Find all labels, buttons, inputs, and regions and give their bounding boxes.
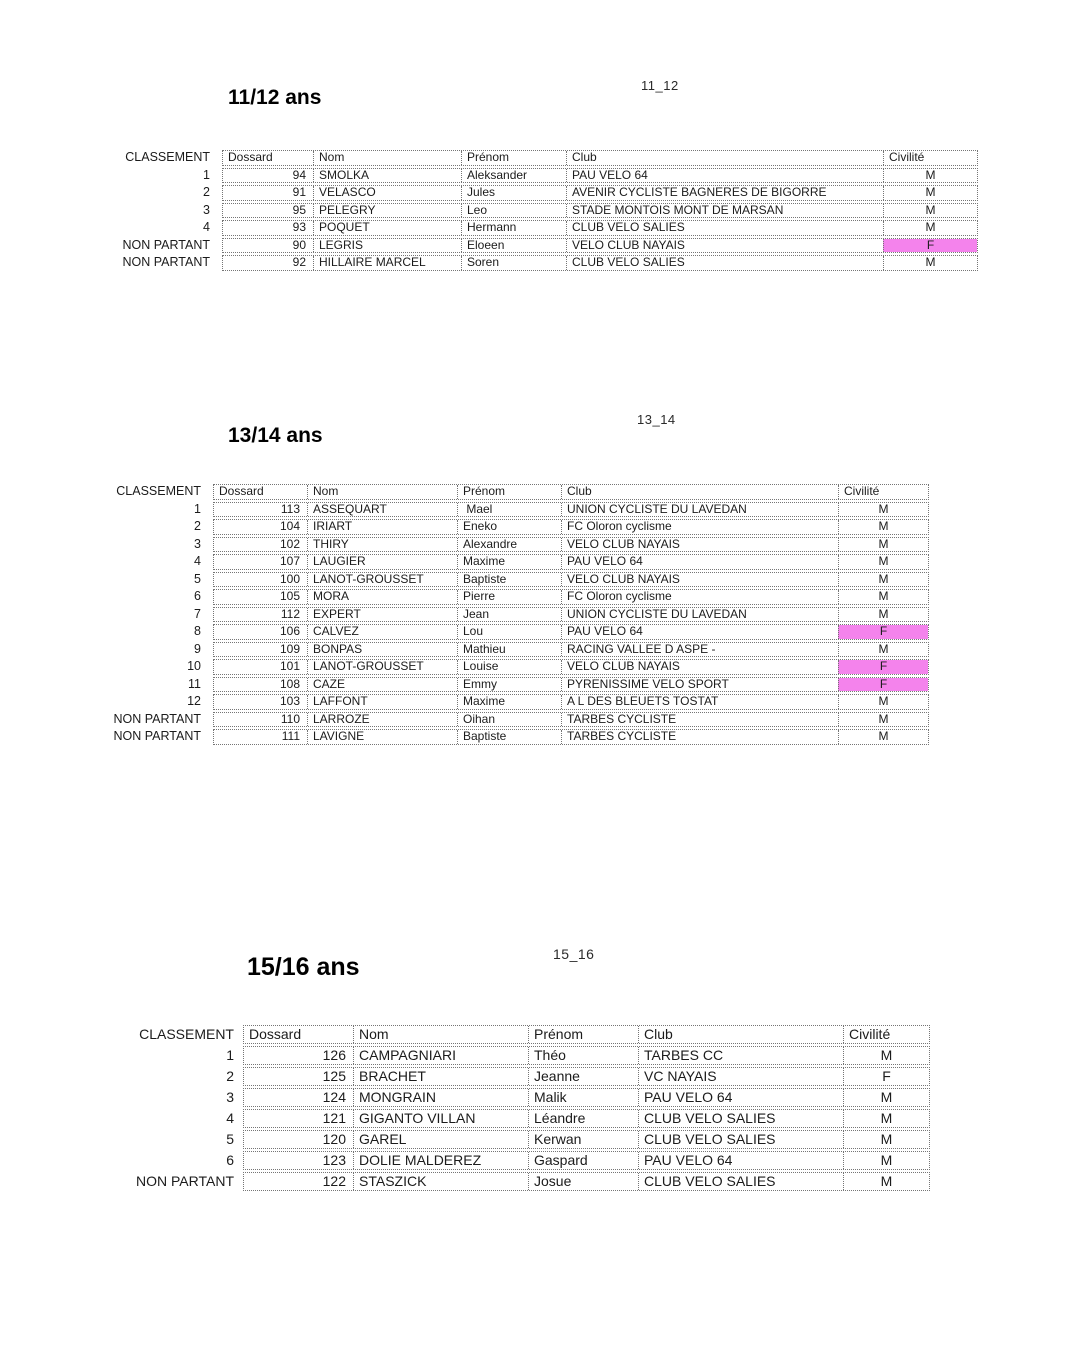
cell-nom: IRIART [307, 520, 457, 534]
cell-nom: HILLAIRE MARCEL [313, 256, 461, 270]
cell-classement: 6 [226, 1152, 234, 1168]
cell-civilite: M [843, 1089, 929, 1106]
cell-nom: LAFFONT [307, 695, 457, 709]
table-row [100, 729, 929, 745]
cell-dossard: 109 [279, 642, 300, 656]
cell-civilite: M [883, 204, 977, 218]
cell-nom: GIGANTO VILLAN [353, 1110, 528, 1127]
cell-dossard: 120 [322, 1131, 346, 1147]
column-header-club: Club [638, 1026, 843, 1043]
cell-prenom: Maxime [457, 555, 561, 569]
table-row [100, 1088, 930, 1107]
table-row [100, 677, 929, 693]
cell-club: VC NAYAIS [638, 1068, 843, 1085]
cell-prenom: Malik [528, 1089, 638, 1106]
cell-classement: 1 [194, 501, 201, 516]
cell-club: VELO CLUB NAYAIS [561, 573, 838, 587]
cell-prenom: Emmy [457, 678, 561, 692]
column-header-classement: CLASSEMENT [116, 484, 201, 498]
cell-club: CLUB VELO SALIES [638, 1173, 843, 1190]
column-header-classement: CLASSEMENT [125, 150, 210, 164]
cell-classement: 1 [226, 1047, 234, 1063]
table-header-row [100, 150, 978, 166]
cell-civilite: M [843, 1047, 929, 1064]
cell-classement: 11 [188, 676, 201, 691]
cell-prenom: Josue [528, 1173, 638, 1190]
cell-dossard: 126 [322, 1047, 346, 1063]
cell-nom: DOLIE MALDEREZ [353, 1152, 528, 1169]
cell-nom: THIRY [307, 538, 457, 552]
cell-classement: 9 [194, 641, 201, 656]
table-row [100, 519, 929, 535]
cell-club: VELO CLUB NAYAIS [561, 538, 838, 552]
cell-club: PAU VELO 64 [638, 1152, 843, 1169]
table-row [100, 624, 929, 640]
column-header-prenom: Prénom [457, 485, 561, 499]
cell-classement: 4 [194, 554, 201, 568]
cell-club: PAU VELO 64 [561, 555, 838, 569]
table-row [100, 185, 978, 201]
cell-club: VELO CLUB NAYAIS [566, 239, 883, 253]
table-row [100, 255, 978, 271]
cell-civilite: M [838, 590, 928, 604]
column-header-nom: Nom [353, 1026, 528, 1043]
table-row-box [213, 694, 929, 710]
cell-club: VELO CLUB NAYAIS [561, 660, 838, 674]
table-row-box [243, 1172, 930, 1191]
cell-nom: LEGRIS [313, 239, 461, 253]
table-row-box [222, 220, 978, 236]
table-row [100, 554, 929, 570]
cell-dossard: 113 [280, 502, 300, 516]
table-row-box [213, 642, 929, 658]
cell-civilite: F [838, 660, 928, 674]
cell-dossard: 90 [292, 238, 306, 252]
cell-club: UNION CYCLISTE DU LAVEDAN [561, 608, 838, 622]
cell-club: FC Oloron cyclisme [561, 590, 838, 604]
column-header-dossard: Dossard [219, 485, 264, 498]
cell-civilite: M [843, 1110, 929, 1127]
cell-dossard: 103 [279, 695, 300, 708]
cell-prenom: Mael [457, 503, 561, 517]
table-row-box [213, 554, 929, 570]
cell-civilite: M [843, 1131, 929, 1148]
cell-prenom: Alexandre [457, 538, 561, 552]
cell-classement: 12 [187, 694, 201, 708]
table-row-box [213, 677, 929, 693]
cell-prenom: Kerwan [528, 1131, 638, 1148]
cell-nom: BRACHET [353, 1068, 528, 1085]
cell-club: CLUB VELO SALIES [566, 256, 883, 270]
page-number-label: 13_14 [637, 412, 676, 427]
cell-civilite: M [838, 608, 928, 622]
cell-civilite: F [838, 625, 928, 639]
cell-prenom: Maxime [457, 695, 561, 709]
cell-club: UNION CYCLISTE DU LAVEDAN [561, 503, 838, 517]
cell-civilite: M [843, 1152, 929, 1169]
table-row [100, 642, 929, 658]
cell-classement: 4 [226, 1110, 234, 1126]
cell-dossard: 122 [322, 1173, 346, 1189]
cell-civilite: M [883, 221, 977, 235]
cell-civilite: F [843, 1068, 929, 1085]
cell-civilite: M [838, 538, 928, 552]
cell-prenom: Leo [461, 204, 566, 218]
table-header-row [100, 1025, 930, 1044]
cell-nom: CAZE [307, 678, 457, 692]
results-table [100, 484, 929, 747]
cell-nom: MORA [307, 590, 457, 604]
page-number-label: 15_16 [553, 946, 595, 962]
cell-classement: NON PARTANT [122, 255, 210, 269]
table-row [100, 1151, 930, 1170]
table-row-box [222, 203, 978, 219]
cell-classement: 1 [203, 167, 210, 182]
column-header-civilite: Civilité [838, 485, 928, 499]
cell-nom: ASSEQUART [307, 503, 457, 517]
table-body [100, 1046, 930, 1191]
cell-classement: 10 [187, 659, 201, 673]
cell-nom: CALVEZ [307, 625, 457, 639]
cell-prenom: Gaspard [528, 1152, 638, 1169]
cell-classement: 7 [194, 606, 201, 621]
cell-civilite: M [883, 169, 977, 183]
cell-dossard: 92 [292, 256, 306, 269]
cell-prenom: Jean [457, 608, 561, 622]
table-row [100, 589, 929, 605]
cell-club: STADE MONTOIS MONT DE MARSAN [566, 204, 883, 218]
cell-club: CLUB VELO SALIES [638, 1110, 843, 1127]
cell-club: TARBES CYCLISTE [561, 730, 838, 744]
cell-civilite: M [838, 555, 928, 569]
table-header-row [100, 484, 929, 500]
cell-club: TARBES CC [638, 1047, 843, 1064]
table-row [100, 220, 978, 236]
table-row-box [213, 589, 929, 605]
cell-classement: NON PARTANT [122, 237, 210, 252]
cell-prenom: Oihan [457, 713, 561, 727]
table-row-box [213, 502, 929, 518]
cell-civilite: F [838, 678, 928, 692]
results-table [100, 1025, 930, 1193]
cell-classement: 8 [194, 624, 201, 638]
cell-classement: 2 [194, 519, 201, 533]
cell-dossard: 101 [279, 660, 300, 673]
cell-civilite: F [883, 239, 977, 253]
cell-prenom: Baptiste [457, 730, 561, 744]
cell-nom: LAUGIER [307, 555, 457, 569]
cell-dossard: 112 [280, 607, 300, 621]
table-row-box [213, 607, 929, 623]
cell-club: PAU VELO 64 [561, 625, 838, 639]
cell-dossard: 108 [279, 677, 300, 691]
cell-club: PAU VELO 64 [638, 1089, 843, 1106]
table-row [100, 1046, 930, 1065]
cell-nom: SMOLKA [313, 169, 461, 183]
table-row [100, 502, 929, 518]
cell-civilite: M [838, 503, 928, 517]
results-table [100, 150, 978, 273]
cell-dossard: 124 [322, 1089, 346, 1105]
cell-prenom: Jules [461, 186, 566, 200]
column-header-dossard: Dossard [249, 1026, 302, 1042]
cell-civilite: M [838, 520, 928, 534]
cell-civilite: M [838, 573, 928, 587]
cell-classement: 3 [194, 536, 201, 551]
cell-prenom: Eloeen [461, 239, 566, 253]
cell-prenom: Aleksander [461, 169, 566, 183]
cell-dossard: 111 [281, 730, 300, 743]
table-header-box [213, 484, 929, 500]
cell-prenom: Soren [461, 256, 566, 270]
cell-club: AVENIR CYCLISTE BAGNERES DE BIGORRE [566, 186, 883, 200]
cell-dossard: 95 [292, 203, 306, 217]
column-header-nom: Nom [307, 485, 457, 499]
cell-prenom: Théo [528, 1047, 638, 1064]
cell-club: FC Oloron cyclisme [561, 520, 838, 534]
category-title: 13/14 ans [228, 424, 323, 447]
cell-prenom: Eneko [457, 520, 561, 534]
table-row [100, 1067, 930, 1086]
table-row [100, 659, 929, 675]
table-row-box [243, 1130, 930, 1149]
cell-dossard: 93 [292, 221, 306, 234]
cell-dossard: 110 [280, 712, 300, 726]
table-row-box [243, 1046, 930, 1065]
cell-nom: VELASCO [313, 186, 461, 200]
cell-nom: BONPAS [307, 643, 457, 657]
cell-nom: LAVIGNE [307, 730, 457, 744]
column-header-prenom: Prénom [528, 1026, 638, 1043]
cell-club: RACING VALLEE D ASPE - [561, 643, 838, 657]
table-row-box [213, 659, 929, 675]
cell-civilite: M [843, 1173, 929, 1190]
cell-civilite: M [838, 695, 928, 709]
column-header-nom: Nom [313, 151, 461, 165]
table-row [100, 1130, 930, 1149]
table-row-box [222, 185, 978, 201]
table-row [100, 607, 929, 623]
table-header-box [222, 150, 978, 166]
cell-classement: 5 [226, 1131, 234, 1147]
cell-dossard: 91 [292, 186, 306, 199]
cell-civilite: M [838, 643, 928, 657]
cell-nom: CAMPAGNIARI [353, 1047, 528, 1064]
cell-classement: 5 [194, 571, 201, 586]
cell-dossard: 125 [322, 1068, 346, 1084]
cell-classement: 2 [226, 1068, 234, 1084]
table-body [100, 502, 929, 745]
cell-nom: PELEGRY [313, 204, 461, 218]
cell-dossard: 105 [279, 590, 300, 603]
column-header-classement: CLASSEMENT [139, 1026, 234, 1042]
table-row [100, 1172, 930, 1191]
cell-nom: LANOT-GROUSSET [307, 660, 457, 674]
cell-prenom: Pierre [457, 590, 561, 604]
cell-dossard: 104 [279, 520, 300, 533]
cell-civilite: M [838, 730, 928, 744]
cell-nom: POQUET [313, 221, 461, 235]
cell-classement: 4 [203, 220, 210, 234]
cell-classement: NON PARTANT [113, 729, 201, 743]
cell-dossard: 123 [322, 1152, 346, 1168]
table-row-box [213, 519, 929, 535]
column-header-civilite: Civilité [883, 151, 977, 165]
table-body [100, 168, 978, 271]
cell-nom: LARROZE [307, 713, 457, 727]
table-row-box [213, 729, 929, 745]
cell-club: PYRENISSIME VELO SPORT [561, 678, 838, 692]
table-row-box [222, 238, 978, 254]
cell-classement: 2 [203, 185, 210, 199]
page-number-label: 11_12 [641, 78, 679, 93]
table-row-box [243, 1109, 930, 1128]
cell-prenom: Baptiste [457, 573, 561, 587]
table-row-box [222, 168, 978, 184]
cell-club: PAU VELO 64 [566, 169, 883, 183]
table-row [100, 694, 929, 710]
column-header-club: Club [566, 151, 883, 165]
cell-nom: LANOT-GROUSSET [307, 573, 457, 587]
cell-prenom: Jeanne [528, 1068, 638, 1085]
table-row-box [213, 537, 929, 553]
cell-nom: MONGRAIN [353, 1089, 528, 1106]
table-row [100, 1109, 930, 1128]
cell-prenom: Hermann [461, 221, 566, 235]
cell-prenom: Louise [457, 660, 561, 674]
table-row-box [213, 624, 929, 640]
table-header-box [243, 1025, 930, 1044]
cell-dossard: 94 [292, 168, 306, 182]
column-header-club: Club [561, 485, 838, 499]
cell-nom: STASZICK [353, 1173, 528, 1190]
cell-civilite: M [883, 256, 977, 270]
table-row [100, 712, 929, 728]
table-row-box [213, 572, 929, 588]
cell-nom: GAREL [353, 1131, 528, 1148]
cell-club: CLUB VELO SALIES [638, 1131, 843, 1148]
table-row-box [243, 1067, 930, 1086]
cell-classement: NON PARTANT [113, 711, 201, 726]
column-header-civilite: Civilité [843, 1026, 929, 1043]
cell-dossard: 121 [322, 1110, 346, 1126]
cell-club: A L DES BLEUETS TOSTAT [561, 695, 838, 709]
table-row [100, 238, 978, 254]
column-header-dossard: Dossard [228, 151, 273, 164]
cell-prenom: Léandre [528, 1110, 638, 1127]
table-row-box [243, 1088, 930, 1107]
table-row-box [243, 1151, 930, 1170]
cell-nom: EXPERT [307, 608, 457, 622]
cell-club: TARBES CYCLISTE [561, 713, 838, 727]
category-title: 11/12 ans [228, 86, 322, 109]
cell-classement: NON PARTANT [135, 1173, 234, 1189]
cell-club: CLUB VELO SALIES [566, 221, 883, 235]
cell-classement: 6 [194, 589, 201, 603]
cell-civilite: M [838, 713, 928, 727]
cell-classement: 3 [203, 202, 210, 217]
cell-dossard: 100 [279, 572, 300, 586]
column-header-prenom: Prénom [461, 151, 566, 165]
cell-classement: 3 [226, 1089, 234, 1105]
table-row [100, 203, 978, 219]
table-row-box [222, 255, 978, 271]
cell-dossard: 106 [279, 625, 300, 638]
cell-dossard: 102 [279, 537, 300, 551]
cell-civilite: M [883, 186, 977, 200]
cell-prenom: Mathieu [457, 643, 561, 657]
cell-dossard: 107 [279, 555, 300, 568]
table-row [100, 537, 929, 553]
table-row-box [213, 712, 929, 728]
table-row [100, 168, 978, 184]
table-row [100, 572, 929, 588]
category-title: 15/16 ans [247, 953, 360, 981]
cell-prenom: Lou [457, 625, 561, 639]
